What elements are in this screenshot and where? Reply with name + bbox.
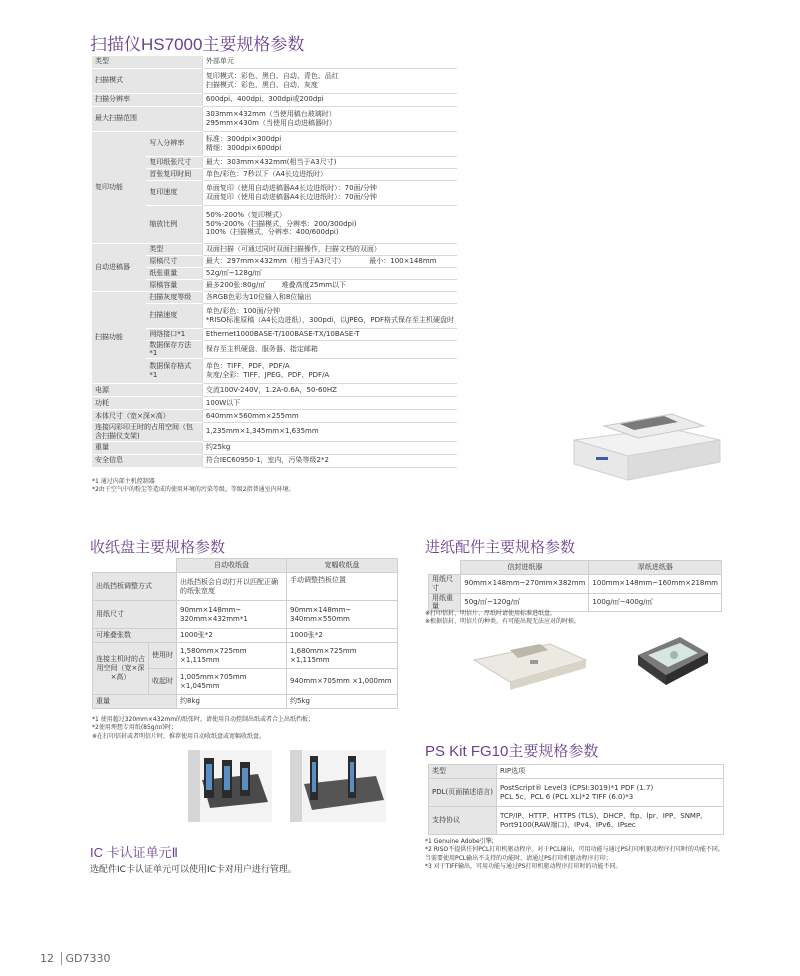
- spec-value: [202, 106, 457, 131]
- table-row: [92, 131, 457, 156]
- spec-value: 52g/㎡~128g/㎡: [202, 267, 457, 279]
- table-header-empty: [429, 561, 461, 575]
- table-header-empty: [93, 559, 177, 573]
- spec-value-part: 最多200张:80g/㎡: [205, 280, 266, 289]
- spec-label: 出纸挡板调整方式: [93, 573, 177, 601]
- ps-kit-title: PS Kit FG10主要规格参数: [425, 743, 599, 760]
- envelope-feeder-image: [470, 630, 590, 694]
- table-row: [92, 267, 457, 279]
- spec-value: 交流100V-240V，1.2A-0.6A，50-60HZ: [202, 384, 457, 397]
- table-row: [92, 180, 457, 205]
- spec-value: 1,235mm×1,345mm×1,635mm: [202, 423, 457, 442]
- spec-value: 1000张*2: [177, 629, 287, 643]
- spec-value: 1,580mm×725mm ×1,115mm: [177, 643, 287, 669]
- table-row: [93, 643, 398, 669]
- ic-card-desc: 选配件IC卡认证单元可以使用IC卡对用户进行管理。: [90, 865, 297, 875]
- spec-value: 1,005mm×705mm ×1,045mm: [177, 669, 287, 695]
- spec-value-line: 50%-200%（扫描模式，分辨率：200/300dpi): [205, 219, 357, 228]
- spec-value: 100mm×148mm~160mm×218mm: [589, 575, 722, 594]
- auto-tray-image: [188, 750, 272, 822]
- spec-value: 100g/㎡~400g/㎡: [589, 593, 722, 612]
- spec-group-label: 连接主机时的占用空间（宽×深×高）: [93, 643, 149, 695]
- spec-label: 网络接口*1: [146, 328, 202, 340]
- table-row: [92, 328, 457, 340]
- spec-value: 90mm×148mm~ 320mm×432mm*1: [177, 601, 287, 629]
- spec-label: 数据保存方法*1: [146, 340, 202, 359]
- spec-label: 可堆叠张数: [93, 629, 177, 643]
- spec-label: 扫描分辨率: [92, 93, 202, 106]
- spec-value: 1000张*2: [287, 629, 398, 643]
- spec-label: 使用时: [149, 643, 177, 669]
- spec-label: 用纸重量: [429, 593, 461, 612]
- spec-label: 纸张重量: [146, 267, 202, 279]
- table-row: [429, 593, 722, 612]
- spec-value-line: 单色/彩色：100面/分钟: [205, 306, 280, 315]
- spec-value-line: *RISO标准原稿（A4长边进纸），300pdi，以JPEG，PDF格式保存至主机硬盘时: [205, 315, 454, 324]
- spec-label: 复印速度: [146, 180, 202, 205]
- spec-label: 缩放比例: [146, 205, 202, 243]
- spec-value-line: TCP/IP、HTTP、HTTPS (TLS)、DHCP、ftp、lpr、IPP、SNMP、: [499, 811, 708, 820]
- spec-value-line: Port9100(RAW端口)、IPv4、IPv6、IPsec: [499, 820, 636, 829]
- spec-value-line: 灰度/全彩：TIFF、JPEG、PDF、PDF/A: [205, 371, 330, 379]
- spec-label: 扫描模式: [92, 68, 202, 93]
- spec-value: 90mm×148mm~270mm×382mm: [461, 575, 589, 594]
- spec-label: 功耗: [92, 397, 202, 410]
- table-row: [92, 384, 457, 397]
- spec-group-label: 自动进稿器: [92, 243, 146, 291]
- spec-value-line: 100%（扫描模式，分辨率：400/600dpi): [205, 228, 339, 237]
- spec-value-line: 复印模式：彩色、黑白、自动、青色、品红: [205, 71, 339, 80]
- table-row: [93, 629, 398, 643]
- feed-spec-table: [428, 560, 722, 612]
- spec-value: 单色/彩色：7秒以下（A4长边进纸时）: [202, 168, 457, 180]
- table-row: [92, 279, 457, 291]
- table-row: [92, 106, 457, 131]
- spec-value: [202, 359, 457, 384]
- spec-label: 扫描速度: [146, 303, 202, 328]
- spec-label: 重量: [93, 695, 177, 709]
- table-row: [92, 441, 457, 454]
- table-row: [93, 601, 398, 629]
- spec-label: 连接闪彩印王时的占用空间（包含扫描仪支架): [92, 423, 202, 442]
- spec-value: RIP选项: [496, 765, 723, 779]
- spec-value-line: 50%-200%（复印模式）: [205, 210, 287, 219]
- table-row: [92, 156, 457, 168]
- spec-value-line: 303mm×432mm（当使用稿台玻璃时）: [205, 109, 336, 118]
- spec-value-line: 双面复印（使用自动进稿器A4长边进纸时）：70面/分钟: [205, 192, 377, 201]
- spec-label: 复印纸张尺寸: [146, 156, 202, 168]
- footnote: ※在打印信封或者明信片时，推荐使用自动收纸盘或宽幅收纸盘。: [92, 732, 266, 740]
- spec-value: [202, 180, 457, 205]
- table-row: [92, 168, 457, 180]
- table-row: [92, 397, 457, 410]
- spec-value: 保存至主机硬盘、服务器、指定邮箱: [202, 340, 457, 359]
- table-row: [92, 205, 457, 243]
- spec-value: 约8kg: [177, 695, 287, 709]
- table-row: [92, 243, 457, 255]
- table-row: [92, 291, 457, 303]
- spec-value-line: 295mm×430m（当使用自动进稿器时）: [205, 118, 336, 127]
- thick-feeder-image: [628, 625, 714, 695]
- spec-label: 安全信息: [92, 454, 202, 467]
- spec-group-label: 扫描功能: [92, 291, 146, 384]
- spec-value: 1,680mm×725mm ×1,115mm: [287, 643, 398, 669]
- tray-spec-title: 收纸盘主要规格参数: [90, 539, 226, 556]
- spec-label: 数据保存格式*1: [146, 359, 202, 384]
- spec-value-line: 扫描模式：彩色、黑白、自动、灰度: [205, 80, 318, 89]
- table-row: [92, 93, 457, 106]
- spec-label: 类型: [146, 243, 202, 255]
- wide-tray-image: [290, 750, 386, 822]
- spec-value-part: 最小：100×148mm: [369, 256, 437, 265]
- table-row: [92, 68, 457, 93]
- spec-value: 符合IEC60950-1，室内，污染等级2*2: [202, 454, 457, 467]
- footnote: *1 使用超过320mm×432mm的纸张时，请使用自动控制出纸或者合上出纸挡板；: [92, 716, 315, 723]
- footnote: *1 Genuine Adobe引擎;: [425, 838, 494, 845]
- table-row: [429, 779, 724, 807]
- table-header: 厚纸进纸器: [589, 561, 722, 575]
- spec-value: Ethernet1000BASE-T/100BASE-TX/10BASE-T: [202, 328, 457, 340]
- model-name: GD7330: [61, 952, 111, 965]
- spec-group-label: 复印功能: [92, 131, 146, 243]
- spec-value: 50g/㎡~120g/㎡: [461, 593, 589, 612]
- spec-value: 100W以下: [202, 397, 457, 410]
- table-row: [93, 559, 398, 573]
- table-row: [92, 423, 457, 442]
- spec-value: [202, 303, 457, 328]
- table-row: [93, 695, 398, 709]
- spec-label: 写入分辨率: [146, 131, 202, 156]
- footnote: *2使用理想专用纸(85g/㎡)时；: [92, 724, 177, 732]
- table-row: [93, 573, 398, 601]
- footnote: *2 RISO不提供任何PCL打印机驱动程序。对于PCL输出，可用功能与通过PS打印机驱动程序打印时的功能不同。当需要使用PCL输出不支持的功能时，请通过PS打印机驱动程序打印；: [425, 846, 724, 862]
- table-row: [92, 303, 457, 328]
- table-row: [92, 454, 457, 467]
- footnote: *2由于空气中的粉尘等造成的使用环境的污染等级。等级2指普通室内环境。: [92, 486, 295, 494]
- table-header: 自动收纸盘: [177, 559, 287, 573]
- spec-label: 用纸尺寸: [429, 575, 461, 594]
- spec-value: 各RGB色彩为10位输入和8位输出: [202, 291, 457, 303]
- spec-value-line: 单色：TIFF、PDF、PDF/A: [205, 362, 290, 371]
- spec-value: [202, 255, 457, 267]
- spec-value: 最大：303mm×432mm(相当于A3尺寸): [202, 156, 457, 168]
- spec-value: 90mm×148mm~ 340mm×550mm: [287, 601, 398, 629]
- spec-label: 原稿尺寸: [146, 255, 202, 267]
- footnote: *3 对于TIFF输出，可用功能与通过PS打印机驱动程序打印时的功能不同。: [425, 863, 622, 871]
- spec-value: 双面扫描（可通过同时双面扫描操作，扫描文档的双面）: [202, 243, 457, 255]
- table-row: [429, 575, 722, 594]
- spec-value: 外部单元: [202, 56, 457, 68]
- spec-label: 最大扫描范围: [92, 106, 202, 131]
- table-header: 信封进纸器: [461, 561, 589, 575]
- spec-label: 重量: [92, 441, 202, 454]
- tray-notes: [92, 716, 412, 741]
- page-number: 12: [40, 952, 54, 965]
- spec-label: 用纸尺寸: [93, 601, 177, 629]
- spec-label: 扫描灰度等级: [146, 291, 202, 303]
- spec-label: 电源: [92, 384, 202, 397]
- spec-value: [496, 807, 723, 835]
- spec-value-part: 最大：297mm×432mm（相当于A3尺寸）: [205, 256, 346, 265]
- spec-value: [202, 205, 457, 243]
- spec-label: 本体尺寸（宽×深×高）: [92, 410, 202, 423]
- table-row: [429, 765, 724, 779]
- page-footer: [40, 952, 111, 965]
- scanner-spec-title: 扫描仪HS7000主要规格参数: [90, 35, 305, 54]
- table-row: [92, 359, 457, 384]
- spec-value: 约5kg: [287, 695, 398, 709]
- spec-label: 支持协议: [429, 807, 497, 835]
- table-row: [429, 807, 724, 835]
- ps-kit-notes: [425, 838, 725, 872]
- footnote: ※打印信封、明信片、厚纸时请使用标准进纸盘。: [425, 610, 557, 617]
- scanner-image: [568, 400, 726, 485]
- footnote: *1 通过内部主机控制器: [92, 478, 155, 485]
- spec-label: 原稿容量: [146, 279, 202, 291]
- table-row: [92, 255, 457, 267]
- spec-value-part: 堆叠高度25mm以下: [281, 280, 347, 289]
- ps-kit-table: [428, 764, 724, 835]
- spec-value: 手动调整挡板位置: [287, 573, 398, 601]
- tray-spec-table: [92, 558, 398, 709]
- spec-value: 940mm×705mm ×1,000mm: [287, 669, 398, 695]
- scanner-notes: [92, 478, 492, 495]
- spec-value: [202, 131, 457, 156]
- spec-value: 出纸挡板会自动打开以匹配正确的纸张宽度: [177, 573, 287, 601]
- spec-value: [496, 779, 723, 807]
- footnote: ※根据信封、明信片的种类，有可能出现无法应对的时候。: [425, 618, 581, 626]
- spec-value: 600dpi、400dpi、300dpi或200dpi: [202, 93, 457, 106]
- spec-value-line: 精细：300dpi×600dpi: [205, 143, 282, 152]
- spec-label: 类型: [92, 56, 202, 68]
- spec-value: [202, 279, 457, 291]
- spec-label: 首张复印时间: [146, 168, 202, 180]
- ic-card-title: IC 卡认证单元Ⅱ: [90, 845, 179, 860]
- table-row: [429, 561, 722, 575]
- table-row: [92, 340, 457, 359]
- spec-value: 约25kg: [202, 441, 457, 454]
- spec-value-line: 标准：300dpi×300dpi: [205, 134, 282, 143]
- spec-value: [202, 68, 457, 93]
- table-row: [92, 56, 457, 68]
- table-header: 宽幅收纸盘: [287, 559, 398, 573]
- feed-spec-title: 进纸配件主要规格参数: [425, 539, 576, 556]
- spec-label: PDL(页面描述语言): [429, 779, 497, 807]
- spec-value: 640mm×560mm×255mm: [202, 410, 457, 423]
- spec-label: 类型: [429, 765, 497, 779]
- spec-value-line: PostScript® Level3 (CPSI:3019)*1 PDF (1.7): [499, 783, 654, 792]
- scanner-spec-table: [92, 56, 457, 468]
- spec-value-line: PCL 5c、PCL 6 (PCL XL)*2 TIFF (6.0)*3: [499, 792, 634, 801]
- spec-value-line: 单面复印（使用自动进稿器A4长边进纸时）：70面/分钟: [205, 183, 377, 192]
- table-row: [92, 410, 457, 423]
- spec-label: 收起时: [149, 669, 177, 695]
